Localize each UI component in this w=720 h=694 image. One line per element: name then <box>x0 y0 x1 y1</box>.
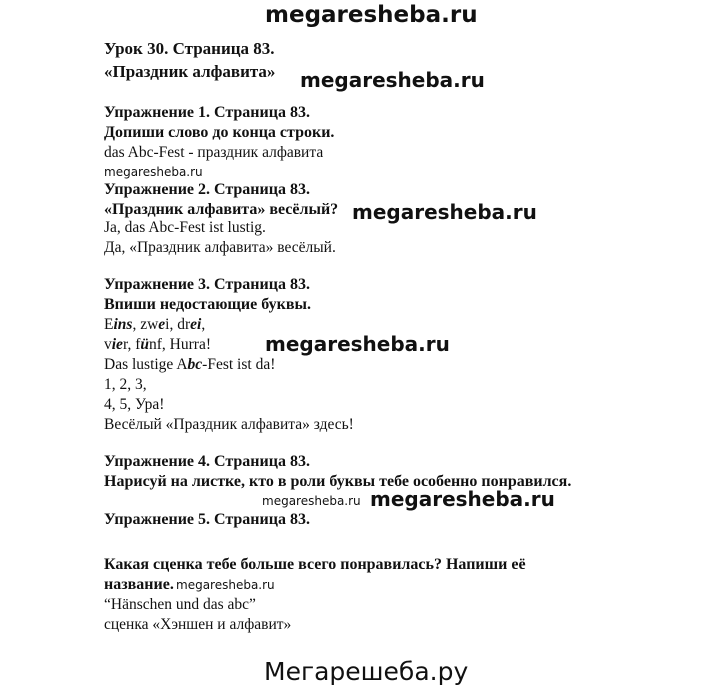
ex3-l1-d: e <box>158 316 166 333</box>
ex1-heading: Упражнение 1. Страница 83. <box>104 104 310 121</box>
ex3-l1-b: ins <box>113 316 133 333</box>
ex3-l1-c: , zw <box>132 316 159 333</box>
ex3-l2-a: v <box>104 336 112 353</box>
ex4-heading: Упражнение 4. Страница 83. <box>104 453 310 470</box>
ex3-l2-d: ü <box>140 336 150 353</box>
ex3-l2-e: nf, Hurra! <box>149 336 211 353</box>
ex3-line-5: 4, 5, Ура! <box>104 396 165 413</box>
ex3-l1-a: E <box>104 316 114 333</box>
ex3-l2-c: r, f <box>122 336 141 353</box>
watermark-after-title: megaresheba.ru <box>300 68 485 92</box>
lesson-subtitle: «Праздник алфавита» <box>104 62 276 81</box>
ex5-answer-de: “Hänschen und das abc” <box>104 596 256 613</box>
lesson-title: Урок 30. Страница 83. <box>104 39 275 58</box>
watermark-footer: Мегарешеба.ру <box>264 657 469 686</box>
ex1-task: Допиши слово до конца строки. <box>104 124 335 141</box>
ex3-l1-e: i, dr <box>165 316 191 333</box>
ex3-l1-f: ei <box>190 316 202 333</box>
ex5-task-line-1: Какая сценка тебе больше всего понравилась? Напиши её <box>104 556 526 573</box>
watermark-after-ex4: megaresheba.ru <box>370 487 555 511</box>
ex3-line-4: 1, 2, 3, <box>104 376 147 393</box>
ex1-answer: das Abc-Fest - праздник алфавита <box>104 144 324 161</box>
watermark-mid: megaresheba.ru <box>265 332 450 356</box>
ex2-answer-ru: Да, «Праздник алфавита» весёлый. <box>104 239 336 256</box>
ex4-task: Нарисуй на листке, кто в роли буквы тебе особенно понравился. <box>104 473 572 490</box>
watermark-small-1: megaresheba.ru <box>104 165 203 179</box>
ex3-l3-b: bc <box>187 356 203 373</box>
watermark-after-ex2-task: megaresheba.ru <box>352 200 537 224</box>
ex3-line-2 <box>104 336 211 354</box>
ex3-line-1 <box>104 316 205 334</box>
ex3-l1-g: , <box>201 316 206 333</box>
ex2-task: «Праздник алфавита» весёлый? <box>104 201 339 218</box>
ex3-line-6: Весёлый «Праздник алфавита» здесь! <box>104 416 354 433</box>
ex5-answer-ru: сценка «Хэншен и алфавит» <box>104 616 292 633</box>
ex3-l3-a: Das lustige A <box>104 356 188 373</box>
ex2-heading: Упражнение 2. Страница 83. <box>104 181 310 198</box>
watermark-small-2: megaresheba.ru <box>262 494 361 508</box>
watermark-top: megaresheba.ru <box>265 2 478 28</box>
ex5-heading: Упражнение 5. Страница 83. <box>104 511 310 528</box>
ex5-task-line-2: название. <box>104 576 174 593</box>
ex2-answer-de: Ja, das Abc-Fest ist lustig. <box>104 219 266 236</box>
ex3-heading: Упражнение 3. Страница 83. <box>104 276 310 293</box>
ex3-task: Впиши недостающие буквы. <box>104 296 311 313</box>
ex3-l3-c: -Fest ist da! <box>202 356 276 373</box>
ex3-l2-b: ie <box>111 336 123 353</box>
ex3-line-3 <box>104 356 275 374</box>
watermark-small-3: megaresheba.ru <box>176 578 275 592</box>
